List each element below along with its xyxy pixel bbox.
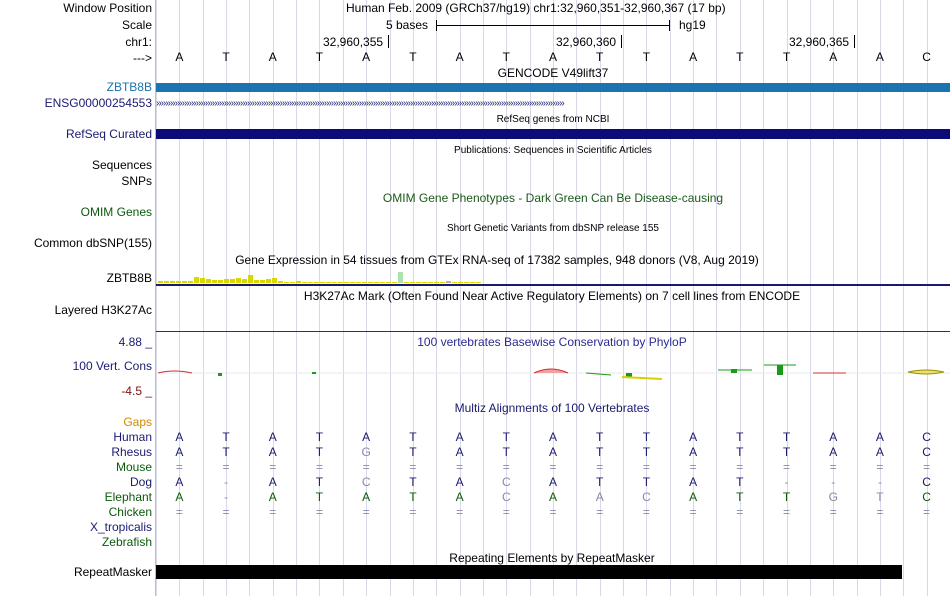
alignment-base-human: T (782, 430, 791, 444)
alignment-base-rhesus: T (315, 445, 324, 459)
phylop-mark-3 (312, 372, 316, 374)
ruler-tick-label-2: 32,960,360 (556, 35, 617, 49)
species-label-human: Human (113, 430, 152, 444)
gtex-tissue-bar[interactable] (458, 282, 463, 283)
gtex-tissue-bar[interactable] (302, 282, 307, 283)
alignment-base-human: A (362, 430, 371, 444)
track-label-sequences[interactable]: Sequences (91, 158, 152, 172)
alignment-base-human: A (175, 430, 184, 444)
ruler-tick-3 (854, 35, 855, 48)
alignment-base-elephant: C (501, 490, 511, 504)
dna-base: T (315, 50, 324, 64)
gtex-tissue-bar[interactable] (338, 282, 343, 283)
alignment-base-dog: C (922, 475, 931, 489)
genome-browser-track-area[interactable] (156, 0, 950, 596)
alignment-base-human: T (409, 430, 417, 444)
track-label-dbsnp[interactable]: Common dbSNP(155) (33, 236, 152, 250)
dna-base: A (268, 50, 277, 64)
alignment-base-elephant: A (175, 490, 184, 504)
alignment-base-human: T (502, 430, 510, 444)
alignment-base-chicken: = (549, 505, 557, 519)
alignment-base-rhesus: C (922, 445, 931, 459)
alignment-base-elephant: A (595, 490, 604, 504)
gtex-tissue-bar[interactable] (446, 281, 451, 283)
scale-label: Scale (121, 18, 152, 32)
alignment-base-mouse: = (409, 460, 417, 474)
gtex-tissue-bar[interactable] (314, 282, 319, 283)
species-label-dog: Dog (129, 475, 152, 489)
alignment-base-dog: - (784, 475, 789, 489)
scale-bar-left-cap (436, 20, 437, 31)
alignment-base-elephant: C (642, 490, 651, 504)
alignment-base-rhesus: T (222, 445, 230, 459)
gtex-tissue-bar[interactable] (332, 282, 337, 283)
alignment-base-rhesus: A (548, 445, 557, 459)
gtex-tissue-bar[interactable] (194, 277, 199, 283)
window-position-text: Human Feb. 2009 (GRCh37/hg19) chr1:32,960,351-32,960,367 (17 bp) (346, 1, 726, 15)
omim-title: OMIM Gene Phenotypes - Dark Green Can Be Disease-causing (382, 191, 724, 205)
dna-base: T (782, 50, 791, 64)
alignment-base-rhesus: A (268, 445, 277, 459)
alignment-base-human: A (689, 430, 698, 444)
phylop-min-label: -4.5 _ (121, 384, 152, 398)
alignment-base-dog: T (409, 475, 417, 489)
alignment-base-chicken: = (362, 505, 370, 519)
track-label-ensg[interactable]: ENSG00000254553 (44, 96, 152, 110)
dna-base: T (596, 50, 604, 64)
gtex-tissue-bar[interactable] (434, 282, 439, 283)
alignment-base-dog: A (548, 475, 557, 489)
track-label-h3k27ac[interactable]: Layered H3K27Ac (54, 303, 152, 317)
gtex-tissue-bar[interactable] (212, 280, 217, 283)
alignment-base-human: C (922, 430, 931, 444)
alignment-base-elephant: A (455, 490, 464, 504)
alignment-base-chicken: = (222, 505, 230, 519)
alignment-base-human: T (736, 430, 744, 444)
dna-base: A (362, 50, 371, 64)
dna-base: T (502, 50, 510, 64)
alignment-base-mouse: = (783, 460, 791, 474)
gtex-tissue-bar[interactable] (200, 278, 205, 283)
track-label-omim[interactable]: OMIM Genes (80, 205, 152, 219)
dna-base: T (409, 50, 417, 64)
gtex-tissue-bar[interactable] (158, 281, 163, 283)
phylop-mark-13 (908, 370, 944, 374)
gtex-tissue-bar[interactable] (452, 282, 457, 283)
gtex-tissue-bar[interactable] (284, 282, 289, 283)
gtex-tissue-bar[interactable] (248, 275, 253, 283)
window-position-label: Window Position (63, 1, 152, 15)
species-label-xtropicalis: X_tropicalis (89, 520, 152, 534)
phylop-mark-11 (777, 365, 783, 375)
gtex-tissue-bar[interactable] (254, 280, 259, 283)
track-label-snps[interactable]: SNPs (121, 174, 152, 188)
alignment-base-elephant: A (268, 490, 277, 504)
alignment-base-chicken: = (876, 505, 884, 519)
alignment-base-human: A (548, 430, 557, 444)
species-label-rhesus: Rhesus (111, 445, 152, 459)
gtex-tissue-bar[interactable] (170, 281, 175, 283)
phylop-max-label: 4.88 _ (118, 335, 152, 349)
alignment-base-mouse: = (876, 460, 884, 474)
track-label-gaps[interactable]: Gaps (123, 415, 152, 429)
alignment-base-elephant: A (689, 490, 698, 504)
alignment-base-mouse: = (829, 460, 837, 474)
gtex-tissue-bar[interactable] (230, 279, 235, 283)
alignment-base-dog: A (455, 475, 464, 489)
gencode-transcript-bar[interactable] (156, 83, 950, 92)
gtex-tissue-bar[interactable] (428, 282, 433, 283)
alignment-base-elephant: G (828, 490, 838, 504)
phylop-mark-2 (218, 373, 222, 376)
gtex-tissue-bar[interactable] (350, 282, 355, 283)
gtex-tissue-bar[interactable] (362, 282, 367, 283)
alignment-base-rhesus: A (875, 445, 884, 459)
gtex-tissue-bar[interactable] (404, 282, 409, 283)
alignment-base-chicken: = (269, 505, 277, 519)
alignment-base-chicken: = (315, 505, 323, 519)
species-label-elephant: Elephant (104, 490, 152, 504)
alignment-base-mouse: = (222, 460, 230, 474)
alignment-base-dog: C (501, 475, 511, 489)
track-label-vert-cons[interactable]: 100 Vert. Cons (72, 359, 152, 373)
h3k27ac-title: H3K27Ac Mark (Often Found Near Active Regulatory Elements) on 7 cell lines from ENCODE (303, 289, 801, 303)
alignment-base-rhesus: T (409, 445, 417, 459)
gtex-tissue-bar[interactable] (236, 278, 241, 283)
gtex-tissue-bar[interactable] (380, 282, 385, 283)
alignment-base-mouse: = (923, 460, 931, 474)
gencode-title: GENCODE V49lift37 (497, 66, 609, 80)
alignment-base-chicken: = (642, 505, 650, 519)
alignment-base-rhesus: A (455, 445, 464, 459)
gtex-tissue-bar[interactable] (416, 282, 421, 283)
alignment-base-human: T (642, 430, 651, 444)
ruler-tick-label-3: 32,960,365 (789, 35, 850, 49)
alignment-base-dog: C (361, 475, 371, 489)
alignment-base-elephant: C (922, 490, 931, 504)
refseq-gene-bar[interactable] (156, 129, 950, 139)
alignment-base-dog: A (268, 475, 277, 489)
scale-bar (436, 25, 669, 26)
track-label-refseq[interactable]: RefSeq Curated (65, 127, 152, 141)
gtex-title: Gene Expression in 54 tissues from GTEx RNA-seq of 17382 samples, 948 donors (V8, Aug 2019) (235, 253, 759, 267)
gtex-tissue-bar[interactable] (356, 282, 361, 283)
phylop-title: 100 vertebrates Basewise Conservation by PhyloP (417, 335, 687, 349)
alignment-base-elephant: T (409, 490, 417, 504)
gtex-tissue-bar[interactable] (242, 279, 247, 283)
alignment-base-dog: - (877, 475, 882, 489)
gtex-tissue-bar[interactable] (290, 282, 295, 283)
alignment-base-elephant: A (362, 490, 371, 504)
gtex-tissue-bar[interactable] (182, 281, 187, 283)
alignment-base-rhesus: T (642, 445, 651, 459)
alignment-base-dog: A (689, 475, 698, 489)
gtex-tissue-bar[interactable] (320, 282, 325, 283)
dna-base: T (642, 50, 651, 64)
track-label-repeatmasker[interactable]: RepeatMasker (73, 565, 152, 579)
alignment-base-human: T (596, 430, 604, 444)
ruler-tick-label-1: 32,960,355 (323, 35, 384, 49)
dna-base: A (829, 50, 838, 64)
species-label-zebrafish: Zebrafish (101, 535, 152, 549)
alignment-base-rhesus: T (502, 445, 510, 459)
alignment-base-mouse: = (549, 460, 557, 474)
alignment-base-chicken: = (736, 505, 744, 519)
gtex-tissue-bar[interactable] (374, 282, 379, 283)
alignment-base-elephant: T (782, 490, 791, 504)
alignment-base-elephant: T (315, 490, 324, 504)
gtex-tissue-bar[interactable] (392, 282, 397, 283)
alignment-base-dog: T (642, 475, 651, 489)
species-label-mouse: Mouse (115, 460, 152, 474)
alignment-base-chicken: = (923, 505, 931, 519)
alignment-base-mouse: = (315, 460, 323, 474)
alignment-base-human: A (455, 430, 464, 444)
gtex-tissue-bar[interactable] (326, 282, 331, 283)
dna-base: A (455, 50, 464, 64)
alignment-base-mouse: = (736, 460, 744, 474)
alignment-base-rhesus: T (596, 445, 604, 459)
alignment-base-dog: - (831, 475, 836, 489)
ruler-tick-1 (388, 35, 389, 48)
alignment-base-dog: T (736, 475, 744, 489)
track-label-column (0, 0, 156, 596)
gtex-tissue-bar[interactable] (386, 282, 391, 283)
alignment-base-chicken: = (456, 505, 464, 519)
alignment-base-rhesus: G (361, 445, 371, 459)
gtex-tissue-bar[interactable] (464, 282, 469, 283)
alignment-base-rhesus: T (782, 445, 791, 459)
dna-base: A (548, 50, 557, 64)
alignment-base-mouse: = (689, 460, 697, 474)
alignment-base-rhesus: A (829, 445, 838, 459)
phylop-mark-7 (622, 377, 662, 379)
gtex-tissue-bar[interactable] (476, 282, 481, 283)
phylop-conservation-plot[interactable] (156, 355, 950, 385)
ruler-tick-2 (621, 35, 622, 48)
gtex-tissue-bar[interactable] (470, 282, 475, 283)
gtex-tissue-bar[interactable] (188, 281, 193, 283)
gtex-tissue-bar[interactable] (440, 282, 445, 283)
alignment-base-mouse: = (642, 460, 650, 474)
multiz-title: Multiz Alignments of 100 Vertebrates (454, 401, 650, 415)
dna-base: A (875, 50, 884, 64)
gtex-tissue-bar[interactable] (266, 279, 271, 283)
gtex-tissue-bar[interactable] (272, 278, 277, 283)
alignment-base-chicken: = (829, 505, 837, 519)
gtex-tissue-bar[interactable] (218, 280, 223, 283)
repeatmasker-element-bar[interactable] (156, 565, 902, 579)
alignment-base-human: A (829, 430, 838, 444)
alignment-base-rhesus: T (736, 445, 744, 459)
gtex-tissue-bar[interactable] (296, 281, 301, 283)
alignment-base-chicken: = (596, 505, 604, 519)
repeatmasker-title: Repeating Elements by RepeatMasker (449, 551, 655, 565)
alignment-base-dog: T (596, 475, 604, 489)
phylop-mark-4 (534, 369, 568, 373)
ensg-transcript-arrows[interactable]: ››››››››››››››››››››››››››››››››››››››››››››››››››››››››››››››››››››››››››››››››››››››››››››››››››››››››››››››››››››››››››››››››››››››››››››››››››››››››››››››››››››››››››››››› (156, 98, 564, 109)
alignment-base-human: A (268, 430, 277, 444)
dbsnp-title: Short Genetic Variants from dbSNP release 155 (447, 223, 659, 234)
species-label-chicken: Chicken (108, 505, 152, 519)
alignment-base-elephant: T (736, 490, 744, 504)
alignment-base-mouse: = (362, 460, 370, 474)
alignment-base-mouse: = (596, 460, 604, 474)
gtex-tissue-bar[interactable] (344, 282, 349, 283)
dna-base: A (689, 50, 698, 64)
gtex-tissue-bar[interactable] (260, 280, 265, 283)
h3k27ac-baseline (156, 331, 950, 332)
alignment-base-rhesus: A (175, 445, 184, 459)
gtex-tissue-bar[interactable] (398, 272, 403, 283)
alignment-base-rhesus: A (689, 445, 698, 459)
alignment-base-human: T (315, 430, 324, 444)
dna-base: T (222, 50, 230, 64)
strand-arrow-label: ---> (133, 51, 152, 65)
dna-base: A (175, 50, 184, 64)
gtex-tissue-bar[interactable] (308, 282, 313, 283)
publications-title: Publications: Sequences in Scientific Articles (454, 145, 652, 156)
gtex-tissue-bar[interactable] (278, 281, 283, 283)
alignment-base-elephant: A (548, 490, 557, 504)
gtex-tissue-bar[interactable] (176, 281, 181, 283)
gtex-tissue-bar[interactable] (206, 279, 211, 283)
alignment-base-dog: A (175, 475, 184, 489)
alignment-base-chicken: = (689, 505, 697, 519)
alignment-base-chicken: = (502, 505, 510, 519)
dna-base: C (922, 50, 931, 64)
alignment-base-human: T (222, 430, 230, 444)
alignment-base-dog: - (224, 475, 229, 489)
alignment-base-dog: T (315, 475, 324, 489)
alignment-base-mouse: = (502, 460, 510, 474)
gtex-tissue-bar[interactable] (422, 282, 427, 283)
gtex-tissue-bar[interactable] (368, 282, 373, 283)
track-label-zbtb8b-gtex[interactable]: ZBTB8B (106, 271, 152, 285)
alignment-base-mouse: = (456, 460, 464, 474)
alignment-base-human: A (875, 430, 884, 444)
gtex-tissue-bar[interactable] (410, 282, 415, 283)
alignment-base-elephant: - (224, 490, 229, 504)
gtex-baseline (156, 284, 950, 286)
alignment-base-chicken: = (175, 505, 183, 519)
alignment-base-elephant: T (876, 490, 884, 504)
alignment-base-chicken: = (783, 505, 791, 519)
gtex-tissue-bar[interactable] (224, 279, 229, 283)
chrom-label: chr1: (125, 35, 152, 49)
assembly-text: hg19 (679, 18, 706, 32)
scale-bar-right-cap (669, 20, 670, 31)
gtex-tissue-bar[interactable] (164, 281, 169, 283)
alignment-base-mouse: = (175, 460, 183, 474)
track-label-zbtb8b-gencode[interactable]: ZBTB8B (106, 80, 152, 94)
refseq-title: RefSeq genes from NCBI (496, 114, 610, 125)
alignment-base-chicken: = (409, 505, 417, 519)
alignment-base-mouse: = (269, 460, 277, 474)
scale-text: 5 bases (386, 18, 429, 32)
dna-base: T (736, 50, 744, 64)
